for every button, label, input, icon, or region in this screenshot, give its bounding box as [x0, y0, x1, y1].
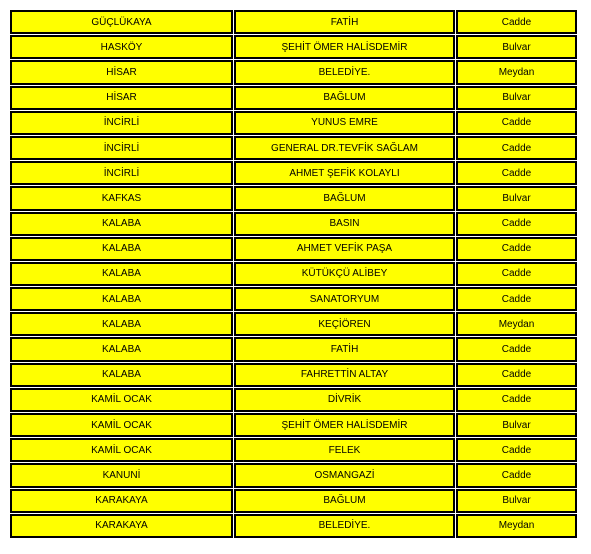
street-name-cell[interactable]: AHMET ŞEFİK KOLAYLI	[234, 161, 455, 185]
table-row	[10, 514, 580, 539]
street-type-cell[interactable]: Bulvar	[456, 86, 577, 110]
table-row	[10, 161, 580, 186]
neighborhood-cell[interactable]: KAMİL OCAK	[10, 438, 233, 462]
neighborhood-cell[interactable]: HİSAR	[10, 60, 233, 84]
table-row	[10, 86, 580, 111]
street-type-cell[interactable]: Meydan	[456, 312, 577, 336]
street-name-cell[interactable]: FELEK	[234, 438, 455, 462]
street-type-cell[interactable]: Bulvar	[456, 35, 577, 59]
table-row	[10, 111, 580, 136]
street-name-cell[interactable]: BAĞLUM	[234, 489, 455, 513]
neighborhood-cell[interactable]: İNCİRLİ	[10, 136, 233, 160]
table-row	[10, 388, 580, 413]
street-type-cell[interactable]: Meydan	[456, 514, 577, 538]
street-name-cell[interactable]: DİVRİK	[234, 388, 455, 412]
street-type-cell[interactable]: Cadde	[456, 388, 577, 412]
street-name-cell[interactable]: ŞEHİT ÖMER HALİSDEMİR	[234, 35, 455, 59]
street-type-cell[interactable]: Cadde	[456, 161, 577, 185]
street-name-cell[interactable]: KÜTÜKÇÜ ALİBEY	[234, 262, 455, 286]
neighborhood-cell[interactable]: KALABA	[10, 337, 233, 361]
table-row	[10, 287, 580, 312]
table-row	[10, 489, 580, 514]
street-type-cell[interactable]: Cadde	[456, 337, 577, 361]
street-type-cell[interactable]: Meydan	[456, 60, 577, 84]
table-row	[10, 136, 580, 161]
street-type-cell[interactable]: Cadde	[456, 438, 577, 462]
table-row	[10, 237, 580, 262]
street-name-cell[interactable]: YUNUS EMRE	[234, 111, 455, 135]
neighborhood-cell[interactable]: KARAKAYA	[10, 514, 233, 538]
street-name-cell[interactable]: BASIN	[234, 212, 455, 236]
table-row	[10, 438, 580, 463]
neighborhood-cell[interactable]: KARAKAYA	[10, 489, 233, 513]
table-row	[10, 363, 580, 388]
street-type-cell[interactable]: Cadde	[456, 111, 577, 135]
street-name-cell[interactable]: BELEDİYE.	[234, 514, 455, 538]
table-row	[10, 312, 580, 337]
neighborhood-cell[interactable]: KANUNİ	[10, 463, 233, 487]
street-type-cell[interactable]: Bulvar	[456, 489, 577, 513]
street-type-cell[interactable]: Cadde	[456, 212, 577, 236]
street-name-cell[interactable]: OSMANGAZİ	[234, 463, 455, 487]
neighborhood-cell[interactable]: KALABA	[10, 262, 233, 286]
table-row	[10, 262, 580, 287]
street-name-cell[interactable]: FATİH	[234, 10, 455, 34]
street-name-cell[interactable]: ŞEHİT ÖMER HALİSDEMİR	[234, 413, 455, 437]
street-name-cell[interactable]: SANATORYUM	[234, 287, 455, 311]
neighborhood-cell[interactable]: KAFKAS	[10, 186, 233, 210]
neighborhood-cell[interactable]: İNCİRLİ	[10, 111, 233, 135]
neighborhood-cell[interactable]: KALABA	[10, 212, 233, 236]
neighborhood-cell[interactable]: KALABA	[10, 312, 233, 336]
street-name-cell[interactable]: FAHRETTİN ALTAY	[234, 363, 455, 387]
neighborhood-cell[interactable]: HİSAR	[10, 86, 233, 110]
street-type-cell[interactable]: Cadde	[456, 237, 577, 261]
table-row	[10, 35, 580, 60]
table-row	[10, 186, 580, 211]
street-name-cell[interactable]: AHMET VEFİK PAŞA	[234, 237, 455, 261]
neighborhood-cell[interactable]: KALABA	[10, 237, 233, 261]
street-name-cell[interactable]: GENERAL DR.TEVFİK SAĞLAM	[234, 136, 455, 160]
table-row	[10, 413, 580, 438]
neighborhood-cell[interactable]: KALABA	[10, 363, 233, 387]
neighborhood-cell[interactable]: HASKÖY	[10, 35, 233, 59]
street-name-cell[interactable]: BELEDİYE.	[234, 60, 455, 84]
neighborhood-cell[interactable]: İNCİRLİ	[10, 161, 233, 185]
street-name-cell[interactable]: KEÇİÖREN	[234, 312, 455, 336]
neighborhood-cell[interactable]: KAMİL OCAK	[10, 413, 233, 437]
table-row	[10, 60, 580, 85]
spreadsheet-table	[10, 10, 580, 539]
street-type-cell[interactable]: Cadde	[456, 463, 577, 487]
street-type-cell[interactable]: Bulvar	[456, 413, 577, 437]
table-row	[10, 10, 580, 35]
street-type-cell[interactable]: Cadde	[456, 262, 577, 286]
table-row	[10, 212, 580, 237]
table-row	[10, 337, 580, 362]
street-type-cell[interactable]: Bulvar	[456, 186, 577, 210]
neighborhood-cell[interactable]: GÜÇLÜKAYA	[10, 10, 233, 34]
street-name-cell[interactable]: FATİH	[234, 337, 455, 361]
street-name-cell[interactable]: BAĞLUM	[234, 86, 455, 110]
street-name-cell[interactable]: BAĞLUM	[234, 186, 455, 210]
table-row	[10, 463, 580, 488]
street-type-cell[interactable]: Cadde	[456, 10, 577, 34]
street-type-cell[interactable]: Cadde	[456, 136, 577, 160]
neighborhood-cell[interactable]: KALABA	[10, 287, 233, 311]
street-type-cell[interactable]: Cadde	[456, 287, 577, 311]
street-type-cell[interactable]: Cadde	[456, 363, 577, 387]
neighborhood-cell[interactable]: KAMİL OCAK	[10, 388, 233, 412]
